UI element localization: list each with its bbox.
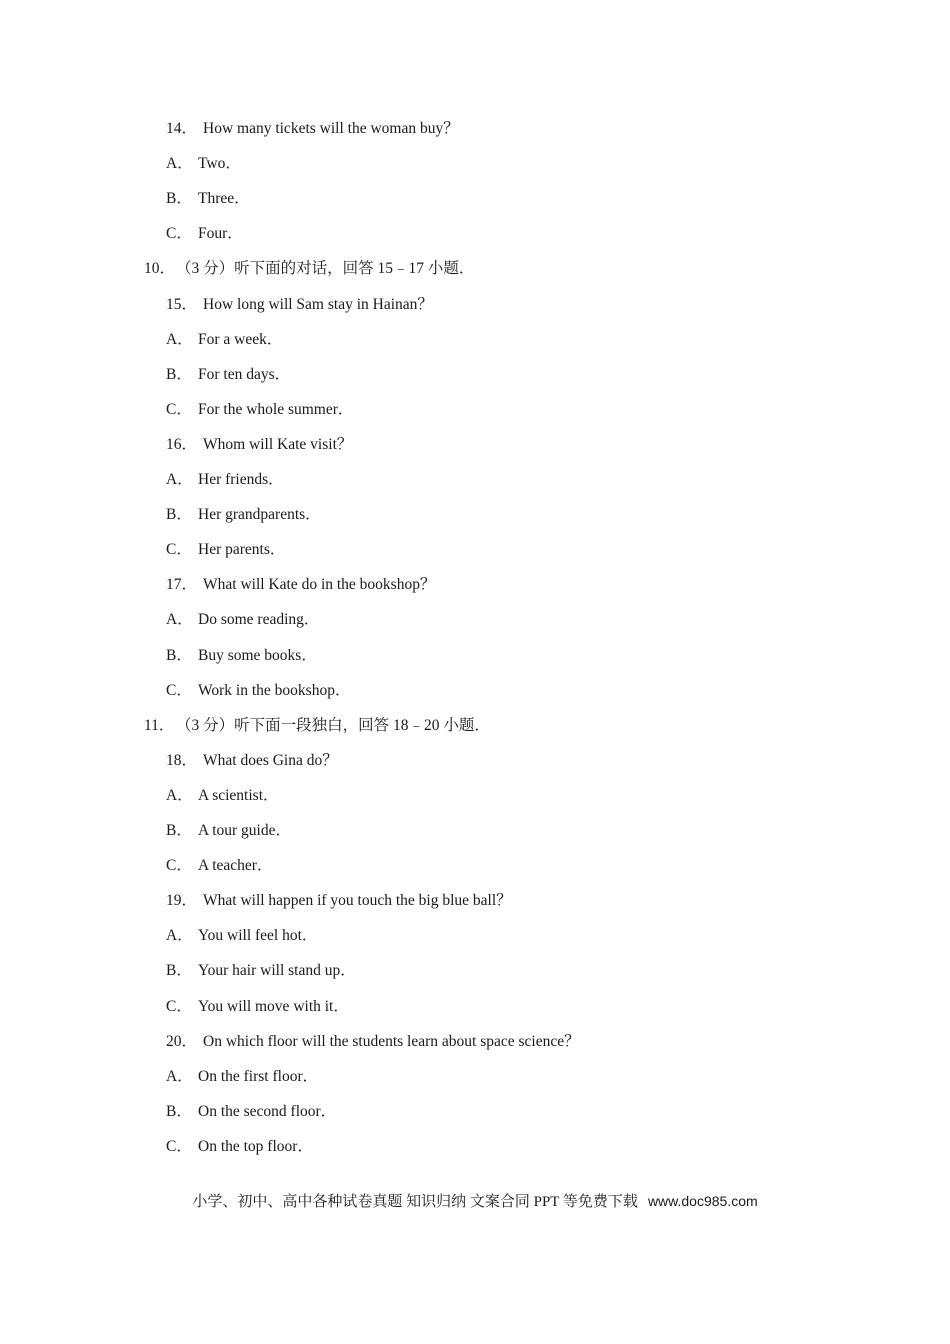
item-text: How long will Sam stay in Hainan？ xyxy=(203,295,433,313)
answer-option xyxy=(166,819,291,843)
option-text: You will move with it． xyxy=(198,997,349,1015)
answer-option xyxy=(166,854,272,878)
option-letter: C． xyxy=(166,681,192,699)
option-letter: A． xyxy=(166,927,193,945)
answer-option xyxy=(166,538,285,562)
option-text: A scientist． xyxy=(198,786,279,804)
option-letter: C． xyxy=(166,541,192,559)
option-text: Her friends． xyxy=(198,471,284,488)
item-text: What will happen if you touch the big blue ball？ xyxy=(203,892,512,910)
item-text: How many tickets will the woman buy？ xyxy=(203,120,459,137)
question-item xyxy=(166,433,352,457)
item-number: 15． xyxy=(166,295,198,313)
option-letter: A． xyxy=(166,786,193,804)
option-letter: C． xyxy=(166,997,192,1015)
item-text: Whom will Kate visit？ xyxy=(203,435,353,453)
answer-option xyxy=(166,503,321,527)
option-text: Do some reading． xyxy=(198,611,320,629)
option-letter: B． xyxy=(166,506,192,524)
option-text: Work in the bookshop． xyxy=(198,681,351,699)
item-number: 10． xyxy=(144,260,176,278)
answer-option xyxy=(166,152,241,176)
option-letter: C． xyxy=(166,400,192,418)
question-item xyxy=(166,573,435,597)
item-number: 20． xyxy=(166,1032,198,1050)
option-text: On the first floor． xyxy=(198,1067,319,1085)
answer-option xyxy=(166,1100,336,1124)
answer-option xyxy=(166,924,317,948)
option-text: Four． xyxy=(198,225,243,243)
option-letter: A． xyxy=(166,155,193,173)
answer-option xyxy=(166,995,349,1019)
footer-url[interactable]: www.doc985.com xyxy=(647,1193,758,1209)
option-text: You will feel hot． xyxy=(198,927,318,945)
answer-option xyxy=(166,608,319,632)
answer-option xyxy=(166,187,250,211)
item-text: What does Gina do？ xyxy=(203,751,338,769)
footer-text: 小学、初中、高中各种试卷真题 知识归纳 文案合同 PPT 等免费下载 xyxy=(192,1194,638,1210)
option-text: Three． xyxy=(198,190,250,208)
question-item xyxy=(166,749,338,773)
answer-option xyxy=(166,222,243,246)
option-text: For ten days． xyxy=(198,365,291,383)
item-text: What will Kate do in the bookshop？ xyxy=(203,576,436,594)
item-number: 16． xyxy=(166,435,198,453)
option-letter: B． xyxy=(166,190,192,208)
option-text: A teacher． xyxy=(198,857,273,875)
answer-option xyxy=(166,644,317,668)
option-letter: C． xyxy=(166,1137,192,1155)
option-text: For the whole summer． xyxy=(198,400,354,418)
option-letter: B． xyxy=(166,962,192,980)
item-text: （3 分）听下面一段独白，回答 18﹣20 小题． xyxy=(176,716,490,734)
item-number: 14． xyxy=(166,120,198,137)
question-item xyxy=(166,889,512,913)
question-item xyxy=(166,117,459,141)
option-letter: A． xyxy=(166,611,193,629)
option-text: Two． xyxy=(198,155,241,173)
answer-option xyxy=(166,784,279,808)
item-number: 17． xyxy=(166,576,198,594)
answer-option xyxy=(166,1135,313,1159)
page-footer xyxy=(0,1189,950,1214)
option-text: On the top floor． xyxy=(198,1137,313,1155)
answer-option xyxy=(166,959,356,983)
answer-option xyxy=(166,468,284,492)
option-text: For a week． xyxy=(198,330,283,348)
answer-option xyxy=(166,398,353,422)
option-letter: B． xyxy=(166,822,192,839)
option-letter: A． xyxy=(166,330,193,348)
section-heading xyxy=(144,257,474,281)
section-heading xyxy=(144,714,490,738)
answer-option xyxy=(166,1065,318,1089)
option-letter: A． xyxy=(166,1067,193,1085)
option-text: Her grandparents． xyxy=(198,506,321,524)
question-item xyxy=(166,1030,580,1054)
option-letter: B． xyxy=(166,646,192,664)
option-text: Buy some books． xyxy=(198,646,317,664)
option-text: A tour guide． xyxy=(198,822,291,839)
item-number: 11． xyxy=(144,716,175,734)
option-text: Your hair will stand up． xyxy=(198,962,356,980)
item-text: （3 分）听下面的对话，回答 15﹣17 小题． xyxy=(176,260,475,278)
item-text: On which floor will the students learn about space science？ xyxy=(203,1032,580,1050)
answer-option xyxy=(166,363,290,387)
option-letter: B． xyxy=(166,1102,192,1120)
answer-option xyxy=(166,679,350,703)
option-text: Her parents． xyxy=(198,541,286,559)
item-number: 18． xyxy=(166,751,198,769)
item-number: 19． xyxy=(166,892,198,910)
option-letter: C． xyxy=(166,857,192,875)
option-letter: C． xyxy=(166,225,192,243)
question-item xyxy=(166,293,433,317)
option-text: On the second floor． xyxy=(198,1102,337,1120)
answer-option xyxy=(166,328,282,352)
option-letter: B． xyxy=(166,365,192,383)
option-letter: A． xyxy=(166,471,193,488)
